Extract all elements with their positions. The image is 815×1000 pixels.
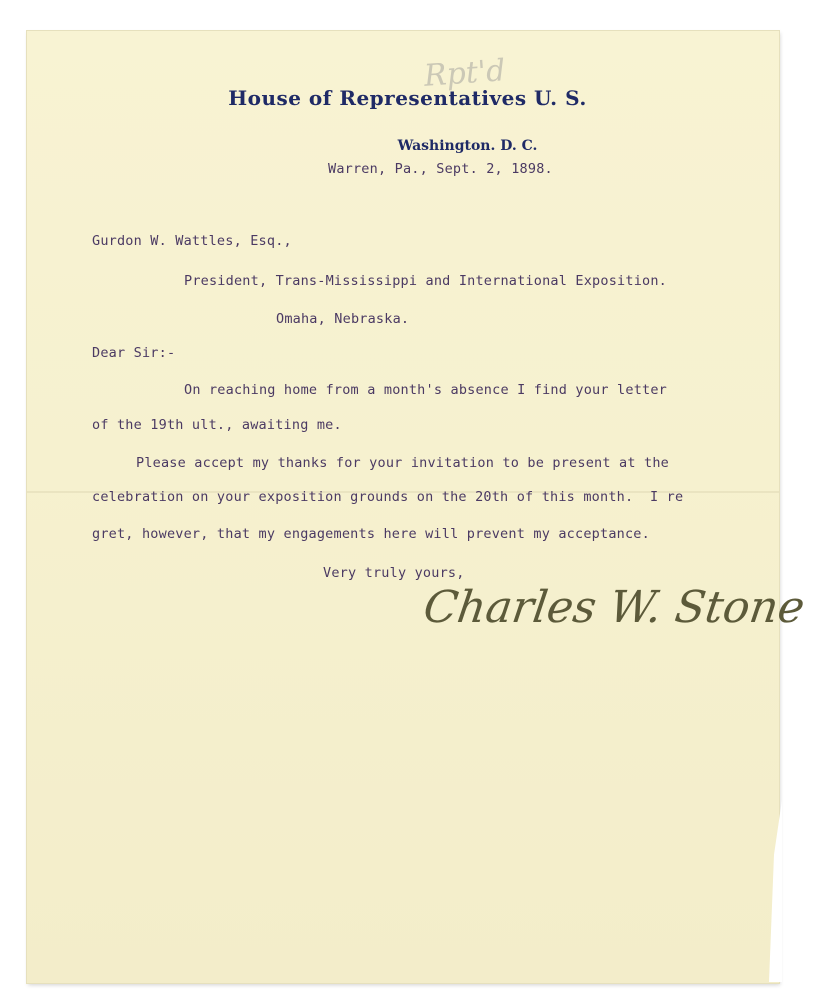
place-date: Warren, Pa., Sept. 2, 1898. (328, 161, 553, 177)
body-line: On reaching home from a month's absence I find your letter (184, 382, 668, 398)
letterhead-city: Washington. D. C. (397, 138, 538, 154)
handwritten-signature: Charles W. Stone (420, 582, 808, 633)
body-line: gret, however, that my engagements here will prevent my acceptance. (92, 526, 650, 542)
recipient-address: Omaha, Nebraska. (276, 311, 410, 327)
recipient-title: President, Trans-Mississippi and International Exposition. (184, 273, 668, 289)
pencil-annotation: Rpt'd (422, 53, 507, 94)
body-line: celebration on your exposition grounds on the 20th of this month. I re (92, 489, 684, 505)
recipient-name: Gurdon W. Wattles, Esq., (92, 233, 292, 249)
body-line: of the 19th ult., awaiting me. (92, 417, 342, 433)
salutation: Dear Sir:- (92, 345, 176, 361)
letterhead-title: House of Representatives U. S. (228, 86, 587, 110)
body-line: Please accept my thanks for your invitation to be present at the (136, 455, 669, 471)
closing: Very truly yours, (323, 565, 465, 581)
